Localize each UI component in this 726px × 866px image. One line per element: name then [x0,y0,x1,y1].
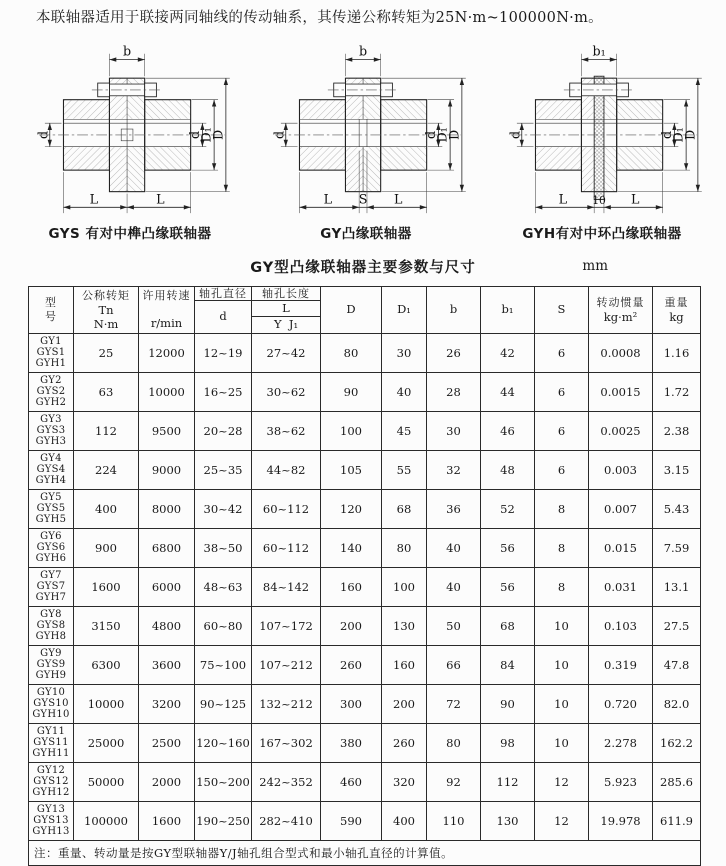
cell-s: 10 [535,684,589,723]
note-row [29,840,701,865]
cell-D: 200 [321,606,382,645]
table-row [29,762,701,801]
cell-weight: 13.1 [653,567,701,606]
dim-label-L-right: L [631,190,640,206]
dim-label-d1: D₁ [434,126,450,143]
cell-model: GY3 GYS3 GYH3 [29,411,74,450]
cell-tn: 25000 [74,723,139,762]
cell-l: 132~212 [252,684,321,723]
cell-speed: 12000 [139,333,195,372]
cell-inertia: 0.003 [589,450,653,489]
cell-weight: 47.8 [653,645,701,684]
cell-speed: 9000 [139,450,195,489]
table-body [29,333,701,840]
cell-b: 50 [427,606,481,645]
table-row [29,489,701,528]
dim-label-d-right: d [422,130,438,139]
cell-b1: 52 [481,489,535,528]
header-speed: 许用转速 r/min [139,286,195,333]
cell-model: GY2 GYS2 GYH2 [29,372,74,411]
cell-tn: 112 [74,411,139,450]
cell-d: 150~200 [195,762,252,801]
table-row [29,450,701,489]
cell-speed: 1600 [139,801,195,840]
cell-d: 25~35 [195,450,252,489]
dim-label-d-left: d [35,130,51,139]
cell-weight: 285.6 [653,762,701,801]
cell-s: 8 [535,489,589,528]
cell-D: 260 [321,645,382,684]
cell-b1: 42 [481,333,535,372]
cell-b1: 44 [481,372,535,411]
cell-inertia: 0.103 [589,606,653,645]
dim-label-d-left: d [271,130,287,139]
cell-model: GY12 GYS12 GYH12 [29,762,74,801]
cell-b1: 56 [481,567,535,606]
cell-d: 38~50 [195,528,252,567]
cell-d: 190~250 [195,801,252,840]
cell-weight: 162.2 [653,723,701,762]
cell-s: 6 [535,411,589,450]
header-S: S [535,286,589,333]
cell-D: 80 [321,333,382,372]
table-row [29,684,701,723]
dim-label-top: b [358,43,368,59]
coupling-svg [19,41,241,221]
cell-b1: 56 [481,528,535,567]
cell-D1: 68 [382,489,427,528]
cell-D: 90 [321,372,382,411]
cell-b: 40 [427,567,481,606]
table-row [29,411,701,450]
table-row [29,333,701,372]
cell-D1: 320 [382,762,427,801]
dim-label-L-left: L [323,190,333,206]
dim-label-d1: D₁ [198,126,214,143]
cell-D: 105 [321,450,382,489]
cell-D: 300 [321,684,382,723]
cell-weight: 611.9 [653,801,701,840]
header-inertia: 转动惯量 kg·m² [589,286,653,333]
cell-D: 160 [321,567,382,606]
cell-speed: 9500 [139,411,195,450]
cell-model: GY10 GYS10 GYH10 [29,684,74,723]
cell-model: GY4 GYS4 GYH4 [29,450,74,489]
cell-tn: 400 [74,489,139,528]
table-header [29,286,701,333]
cell-D1: 400 [382,801,427,840]
cell-speed: 6000 [139,567,195,606]
cell-s: 6 [535,450,589,489]
cell-b: 26 [427,333,481,372]
cell-inertia: 0.319 [589,645,653,684]
cell-weight: 1.72 [653,372,701,411]
cell-b: 28 [427,372,481,411]
header-bore-dia: 轴孔直径 [195,286,252,300]
coupling-svg [255,41,477,221]
cell-s: 8 [535,567,589,606]
cell-D: 380 [321,723,382,762]
cell-D1: 130 [382,606,427,645]
cell-weight: 1.16 [653,333,701,372]
diagram-caption-gyh: GYH有对中环凸缘联轴器 [522,225,682,242]
cell-weight: 7.59 [653,528,701,567]
dim-label-d-right: d [186,130,202,139]
table-row [29,801,701,840]
cell-s: 10 [535,645,589,684]
cell-b: 32 [427,450,481,489]
cell-tn: 6300 [74,645,139,684]
cell-b1: 84 [481,645,535,684]
cell-D: 590 [321,801,382,840]
cell-inertia: 0.0015 [589,372,653,411]
cell-b1: 98 [481,723,535,762]
cell-tn: 50000 [74,762,139,801]
cell-model: GY9 GYS9 GYH9 [29,645,74,684]
cell-tn: 100000 [74,801,139,840]
header-b1: b₁ [481,286,535,333]
dim-label-L-left: L [89,190,99,206]
cell-model: GY11 GYS11 GYH11 [29,723,74,762]
cell-b1: 90 [481,684,535,723]
cell-b: 40 [427,528,481,567]
cell-b1: 112 [481,762,535,801]
cell-l: 60~112 [252,489,321,528]
diagram-gys [14,41,246,242]
cell-D1: 40 [382,372,427,411]
cell-D1: 200 [382,684,427,723]
cell-speed: 4800 [139,606,195,645]
cell-d: 20~28 [195,411,252,450]
cell-l: 30~62 [252,372,321,411]
cell-model: GY1 GYS1 GYH1 [29,333,74,372]
cell-D1: 45 [382,411,427,450]
header-D: D [321,286,382,333]
cell-b: 30 [427,411,481,450]
cell-weight: 3.15 [653,450,701,489]
cell-tn: 3150 [74,606,139,645]
dim-label-D: D [210,129,226,140]
dim-label-D: D [446,129,462,140]
dim-label-D: D [682,129,698,140]
table-unit: mm [582,257,608,274]
diagram-caption-gy: GY凸缘联轴器 [320,225,412,242]
cell-b1: 48 [481,450,535,489]
cell-l: 27~42 [252,333,321,372]
diagram-gy [250,41,482,242]
cell-speed: 8000 [139,489,195,528]
cell-b: 92 [427,762,481,801]
dim-label-top: b₁ [592,43,606,59]
dim-label-d-left: d [507,130,523,139]
cell-d: 75~100 [195,645,252,684]
coupling-drawing-gyh [486,41,718,221]
cell-d: 90~125 [195,684,252,723]
cell-b1: 130 [481,801,535,840]
cell-speed: 10000 [139,372,195,411]
header-bore-len: 轴孔长度 [252,286,321,300]
cell-speed: 3200 [139,684,195,723]
cell-model: GY5 GYS5 GYH5 [29,489,74,528]
cell-tn: 900 [74,528,139,567]
cell-s: 8 [535,528,589,567]
table-row [29,372,701,411]
cell-weight: 82.0 [653,684,701,723]
cell-s: 12 [535,801,589,840]
dim-label-center: 10 [592,193,606,207]
cell-weight: 27.5 [653,606,701,645]
cell-tn: 25 [74,333,139,372]
cell-l: 60~112 [252,528,321,567]
cell-inertia: 0.0008 [589,333,653,372]
cell-inertia: 0.0025 [589,411,653,450]
table-row [29,606,701,645]
cell-inertia: 5.923 [589,762,653,801]
table-note: 注：重量、转动量是按GY型联轴器Y/J轴孔组合型式和最小轴孔直径的计算值。 [29,840,701,865]
table-row [29,645,701,684]
cell-s: 6 [535,372,589,411]
cell-d: 60~80 [195,606,252,645]
cell-model: GY8 GYS8 GYH8 [29,606,74,645]
cell-speed: 3600 [139,645,195,684]
cell-D1: 160 [382,645,427,684]
cell-inertia: 2.278 [589,723,653,762]
cell-inertia: 19.978 [589,801,653,840]
cell-tn: 1600 [74,567,139,606]
dim-label-top: b [122,43,132,59]
coupling-drawing-gy [250,41,482,221]
dim-label-center: S [358,190,368,206]
cell-inertia: 0.007 [589,489,653,528]
cell-l: 44~82 [252,450,321,489]
table-row [29,723,701,762]
dim-label-d-right: d [658,130,674,139]
cell-d: 48~63 [195,567,252,606]
dim-label-L-left: L [558,190,568,206]
header-bore-len-sub: Y J₁ [252,317,321,334]
table-row [29,528,701,567]
cell-l: 84~142 [252,567,321,606]
dim-label-L-right: L [394,190,403,206]
cell-speed: 6800 [139,528,195,567]
cell-d: 16~25 [195,372,252,411]
header-bore-dia-symbol: d [195,300,252,333]
cell-b: 72 [427,684,481,723]
cell-inertia: 0.031 [589,567,653,606]
parameters-table [28,286,701,866]
cell-model: GY13 GYS13 GYH13 [29,801,74,840]
diagram-caption-gys: GYS 有对中榫凸缘联轴器 [48,225,212,242]
cell-D: 120 [321,489,382,528]
cell-l: 107~172 [252,606,321,645]
cell-l: 107~212 [252,645,321,684]
cell-tn: 63 [74,372,139,411]
cell-l: 38~62 [252,411,321,450]
header-b: b [427,286,481,333]
cell-D1: 55 [382,450,427,489]
cell-d: 30~42 [195,489,252,528]
cell-D1: 260 [382,723,427,762]
cell-l: 242~352 [252,762,321,801]
cell-model: GY6 GYS6 GYH6 [29,528,74,567]
cell-b: 36 [427,489,481,528]
diagram-gyh [486,41,718,242]
cell-inertia: 0.720 [589,684,653,723]
cell-l: 282~410 [252,801,321,840]
cell-tn: 224 [74,450,139,489]
coupling-svg [491,41,713,221]
cell-b: 66 [427,645,481,684]
cell-s: 10 [535,606,589,645]
cell-D1: 80 [382,528,427,567]
diagrams-row [0,29,726,242]
cell-s: 12 [535,762,589,801]
cell-b: 110 [427,801,481,840]
header-D1: D₁ [382,286,427,333]
cell-b1: 46 [481,411,535,450]
dim-label-L-right: L [156,190,165,206]
cell-D: 460 [321,762,382,801]
cell-speed: 2500 [139,723,195,762]
header-model: 型 号 [29,286,74,333]
table-title-row [0,256,726,276]
cell-b1: 68 [481,606,535,645]
cell-speed: 2000 [139,762,195,801]
cell-D: 100 [321,411,382,450]
cell-b: 80 [427,723,481,762]
cell-tn: 10000 [74,684,139,723]
header-bore-len-symbol: L [252,300,321,317]
cell-d: 120~160 [195,723,252,762]
cell-l: 167~302 [252,723,321,762]
cell-D1: 100 [382,567,427,606]
cell-d: 12~19 [195,333,252,372]
coupling-drawing-gys [14,41,246,221]
header-torque: 公称转矩 Tn N·m [74,286,139,333]
table-row [29,567,701,606]
dim-label-d1: D₁ [670,126,686,143]
cell-s: 10 [535,723,589,762]
intro-text: 本联轴器适用于联接两同轴线的传动轴系，其传递公称转矩为25N·m~100000N·m。 [36,10,603,26]
table-title: GY型凸缘联轴器主要参数与尺寸 [250,259,476,276]
cell-weight: 2.38 [653,411,701,450]
cell-s: 6 [535,333,589,372]
cell-inertia: 0.015 [589,528,653,567]
cell-D1: 30 [382,333,427,372]
header-weight: 重量 kg [653,286,701,333]
cell-weight: 5.43 [653,489,701,528]
cell-D: 140 [321,528,382,567]
cell-model: GY7 GYS7 GYH7 [29,567,74,606]
